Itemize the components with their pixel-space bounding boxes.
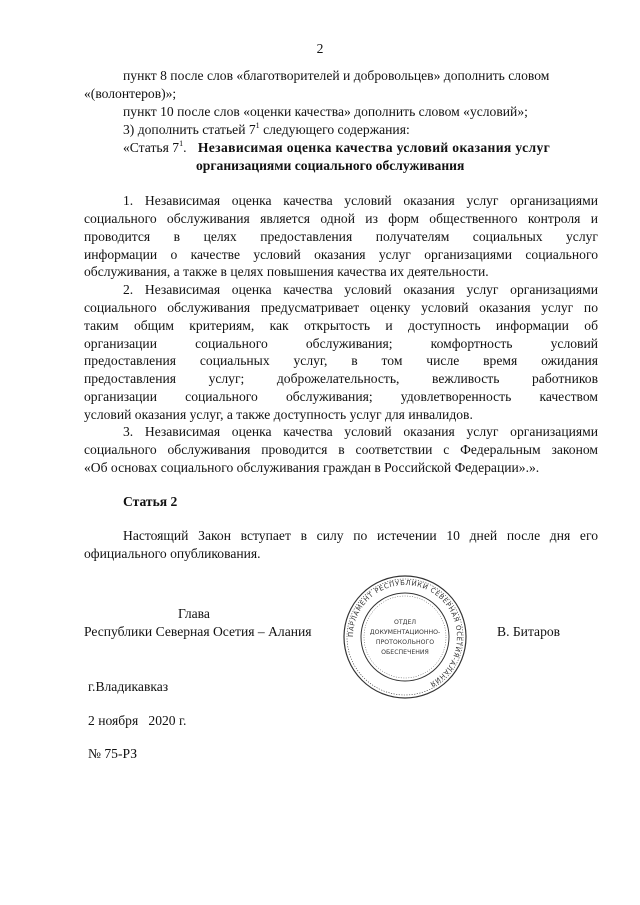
article-title: организациями социального обслуживания (196, 158, 465, 173)
paragraph-line: 1. Независимая оценка качества условий оказания услуг организациями (123, 193, 598, 208)
article-title: Независимая оценка качества условий оказания услуг (197, 140, 551, 155)
paragraph-line: 2. Независимая оценка качества условий оказания услуг организациями (123, 282, 598, 297)
paragraph-line: «Об основах социального обслуживания граждан в Российской Федерации».». (84, 460, 540, 475)
page-number: 2 (316, 41, 324, 56)
superscript: 1 (179, 139, 184, 148)
article-heading (123, 140, 550, 156)
amendment-line (123, 122, 410, 138)
seal-text: ОБЕСПЕЧЕНИЯ (381, 649, 429, 656)
paragraph-line: информации о качестве условий оказания услуг организациями социального (84, 247, 598, 262)
law-number: № 75-РЗ (88, 746, 138, 761)
signing-date: 2 ноября 2020 г. (88, 713, 187, 728)
article-2-text: официального опубликования. (84, 546, 261, 561)
paragraph-line: организации социального обслуживания; удовлетворенность качеством (84, 389, 598, 404)
paragraph-line: социального обслуживания предусматривает оценку условий оказания услуг по (84, 300, 598, 315)
article-2-heading: Статья 2 (123, 494, 178, 509)
article-dot: . (183, 140, 187, 155)
paragraph-line: 3. Независимая оценка качества условий оказания услуг организациями (123, 424, 598, 439)
paragraph-line: предоставления услуг; доброжелательность, вежливость работников (84, 371, 598, 386)
paragraph-line: организации социального обслуживания; комфортность условий (84, 336, 598, 351)
amendment-text: следующего содержания: (259, 122, 410, 137)
paragraph-line: условий оказания услуг, а также доступность услуг для инвалидов. (84, 407, 473, 422)
amendment-line: пункт 10 после слов «оценки качества» дополнить словом «условий»; (123, 104, 528, 119)
paragraph-line: обслуживания, а также в целях повышения качества их деятельности. (84, 264, 489, 279)
paragraph-line: социального обслуживания является одной из форм общественного контроля и (84, 211, 598, 226)
place-of-signing: г.Владикавказ (88, 679, 169, 694)
paragraph-line: предоставления социальных услуг, в том числе время ожидания (84, 353, 598, 368)
signature-title: Республики Северная Осетия – Алания (84, 624, 312, 639)
seal-text: ПРОТОКОЛЬНОГО (375, 639, 435, 646)
seal-text: ДОКУМЕНТАЦИОННО- (369, 629, 441, 636)
article-2-text: Настоящий Закон вступает в силу по истечении 10 дней после дня его (123, 528, 598, 543)
amendment-line: «(волонтеров)»; (84, 86, 177, 101)
article-prefix: «Статья 7 (123, 140, 180, 155)
signatory-name: В. Битаров (497, 624, 561, 639)
paragraph-line: социального обслуживания проводится в соответствии с Федеральным законом (84, 442, 598, 457)
paragraph-line: проводится в целях предоставления получателям социальных услуг (84, 229, 598, 244)
signature-title: Глава (178, 606, 210, 621)
amendment-text: 3) дополнить статьей 7 (123, 122, 256, 137)
amendment-line: пункт 8 после слов «благотворителей и добровольцев» дополнить словом (123, 68, 550, 83)
seal-text: ОТДЕЛ (393, 619, 417, 626)
official-seal (340, 574, 470, 700)
seal-ring-text: ПАРЛАМЕНТ РЕСПУБЛИКИ СЕВЕРНАЯ ОСЕТИЯ-АЛАНИЯ (346, 578, 464, 689)
superscript: 1 (255, 121, 260, 130)
paragraph-line: таким общим критериям, как открытость и доступность информации об (84, 318, 598, 333)
